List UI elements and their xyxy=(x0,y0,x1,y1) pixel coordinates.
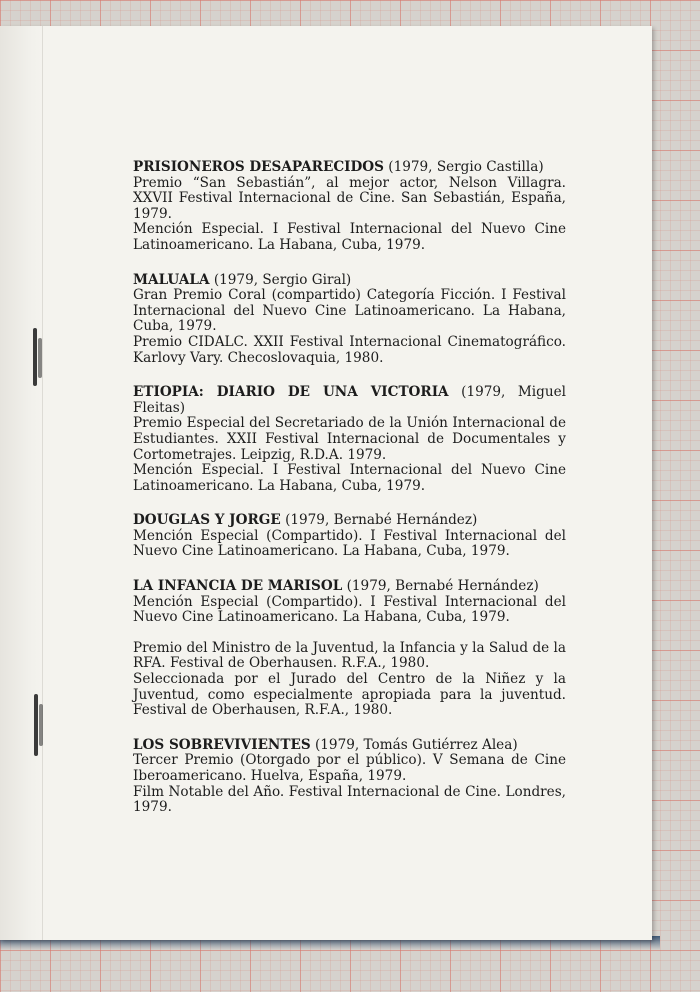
film-meta: (1979, Sergio Castilla) xyxy=(388,159,544,175)
film-title: ETIOPIA: DIARIO DE UNA VICTORIA xyxy=(133,384,449,401)
staple xyxy=(33,328,37,386)
film-heading xyxy=(133,273,566,289)
film-title: LA INFANCIA DE MARISOL xyxy=(133,578,343,595)
award-line: Gran Premio Coral (compartido) Categoría Ficción. I Festival Internacional del Nuevo Cine Latinoamericano. La Habana, Cuba, 1979. xyxy=(133,287,566,335)
film-meta: (1979, Bernabé Hernández) xyxy=(285,512,478,529)
staple xyxy=(34,694,38,756)
film-entry xyxy=(133,160,566,254)
award-line: Tercer Premio (Otorgado por el público). V Semana de Cine Iberoamericano. Huelva, España, 1979. xyxy=(133,752,566,784)
award-line: Mención Especial. I Festival Internacional del Nuevo Cine Latinoamericano. La Habana, Cuba, 1979. xyxy=(133,221,566,253)
film-heading xyxy=(133,160,566,176)
film-entry xyxy=(133,513,566,560)
film-entry xyxy=(133,385,566,494)
film-meta: (1979, Tomás Gutiérrez Alea) xyxy=(314,736,518,753)
award-line: Premio del Ministro de la Juventud, la Infancia y la Salud de la RFA. Festival de Oberhausen. R.F.A., 1980. xyxy=(133,639,566,672)
film-meta: (1979, Sergio Giral) xyxy=(213,271,352,288)
film-meta: (1979, Bernabé Hernández) xyxy=(346,578,539,595)
staple-shadow xyxy=(39,704,43,746)
film-heading xyxy=(133,738,566,754)
film-title: DOUGLAS Y JORGE xyxy=(133,512,281,529)
film-heading xyxy=(133,385,566,416)
film-meta: (1979, Miguel Fleitas) xyxy=(133,384,566,416)
award-line: Mención Especial. I Festival Internacional del Nuevo Cine Latinoamericano. La Habana, Cuba, 1979. xyxy=(133,462,566,494)
awards-list xyxy=(133,160,566,835)
award-line: Premio CIDALC. XXII Festival Internacional Cinematográfico. Karlovy Vary. Checoslovaquia, 1980. xyxy=(133,333,566,366)
paragraph-gap xyxy=(133,626,566,641)
film-entry xyxy=(133,579,566,719)
film-entry xyxy=(133,738,566,816)
award-line: Mención Especial (Compartido). I Festival Internacional del Nuevo Cine Latinoamericano. La Habana, Cuba, 1979. xyxy=(133,593,566,626)
booklet-spine xyxy=(0,26,43,940)
award-line: Premio “San Sebastián”, al mejor actor, Nelson Villagra. XXVII Festival Internacional de Cine. San Sebastián, España, 1979. xyxy=(133,174,566,222)
film-heading xyxy=(133,579,566,595)
film-heading xyxy=(133,513,566,529)
film-title: PRISIONEROS DESAPARECIDOS xyxy=(133,159,384,175)
staple-shadow xyxy=(38,338,42,378)
award-line: Premio Especial del Secretariado de la Unión Internacional de Estudiantes. XXII Festival Internacional de Documentales y Cortometrajes. Leipzig, R.D.A. 1979. xyxy=(133,415,566,463)
film-title: LOS SOBREVIVIENTES xyxy=(133,736,311,753)
film-entry xyxy=(133,273,566,367)
film-title: MALUALA xyxy=(133,271,210,288)
award-line: Mención Especial (Compartido). I Festival Internacional del Nuevo Cine Latinoamericano. La Habana, Cuba, 1979. xyxy=(133,527,566,560)
award-line: Seleccionada por el Jurado del Centro de la Niñez y la Juventud, como especialmente apropiada para la juventud. Festival de Oberhausen, R.F.A., 1980. xyxy=(133,671,566,719)
award-line: Film Notable del Año. Festival Internacional de Cine. Londres, 1979. xyxy=(133,783,566,816)
